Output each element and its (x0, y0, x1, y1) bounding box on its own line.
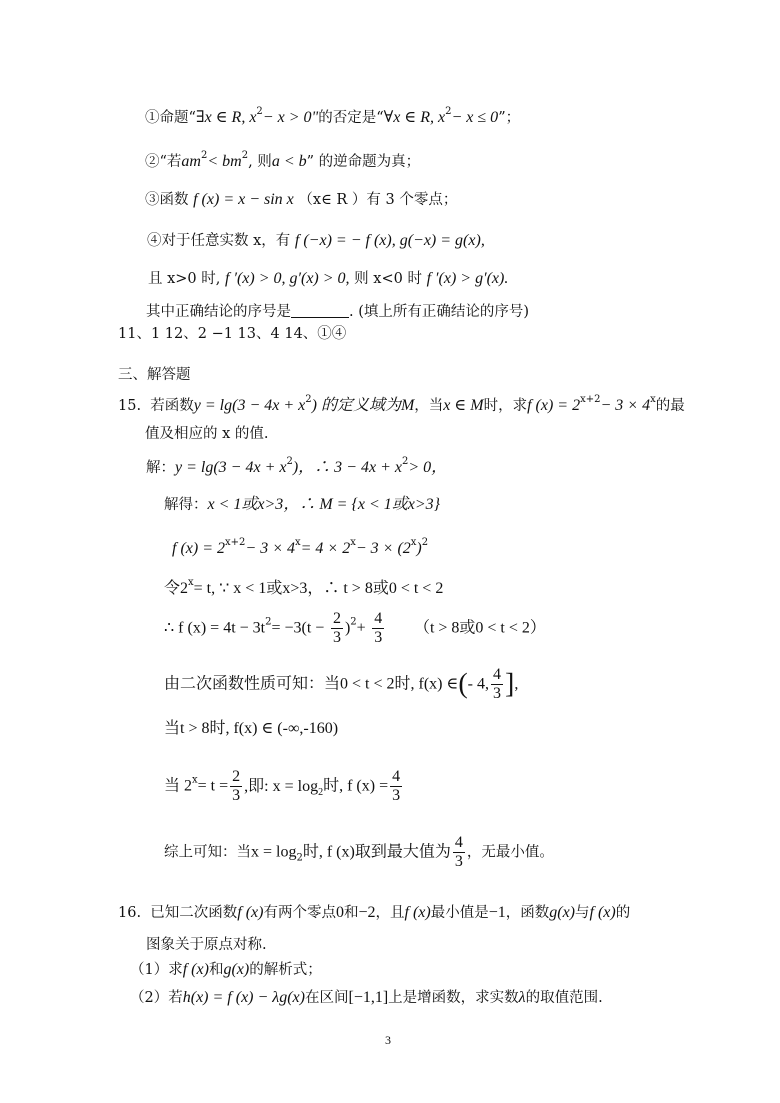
sol-2-c: ，∴ M = {x < 1或x>3} (283, 496, 441, 513)
sol-9-b: x = log (251, 843, 297, 861)
q16-p2b: h(x) = f (x) − λg(x) (182, 989, 305, 1006)
sol-2-a: 解得： (164, 497, 208, 513)
fraction-2-3 (331, 610, 343, 647)
frac-den: 3 (454, 853, 463, 870)
p2-ab: a < b (271, 153, 307, 170)
q16-with: 与 (575, 905, 590, 921)
p1-math-c: ∀x ∈ R, x (383, 109, 446, 126)
q15-stem-a: 若函数 (150, 398, 194, 414)
p4b-prefix: 且 x>0 时, (148, 271, 221, 287)
p2-end: ” 的逆命题为真； (306, 154, 421, 170)
sol-3-c: = 4 × 2 (300, 540, 351, 557)
q16-m1: −1 (488, 904, 506, 921)
sol-5-b: = −3(t − (271, 619, 325, 637)
q15-exp: x+2 (580, 394, 601, 405)
question-line (146, 303, 529, 320)
q16-c: ，且 (375, 905, 405, 921)
q15-sol-6: 由二次函数性质可知：当0 < t < 2时, f(x) ∈(- 4, $\frac{4}{3}$ ], (164, 666, 519, 702)
frac-num: 4 (392, 768, 401, 785)
q15-stem-c: ，当 (414, 398, 444, 414)
q15-sol-9 (164, 834, 554, 871)
q15-stem-f: f (x) = 2 (527, 397, 581, 414)
log-expr (244, 779, 323, 798)
q16-g: g(x) (549, 904, 576, 921)
q16-part1 (130, 962, 322, 978)
fraction-4-3c (390, 768, 402, 805)
p1-prefix: ①命题“ (145, 110, 196, 126)
sol-5-c: ) (344, 619, 351, 637)
q16-stem (118, 905, 630, 921)
sol-9-a: 综上可知：当 (164, 844, 251, 861)
section-heading: 三、解答题 (118, 367, 191, 383)
sol-3-d: − 3 × (2 (355, 540, 411, 557)
sol-1-c: > 0， (408, 459, 448, 476)
q15-sol-2 (164, 497, 440, 513)
log-base: 2 (318, 786, 324, 798)
frac-num: 4 (374, 610, 383, 627)
page-number: 3 (385, 1033, 391, 1047)
p4-math: f (−x) = − f (x), g(−x) = g(x), (294, 232, 485, 249)
p4-prefix: ④对于任意实数 x，有 (147, 233, 291, 249)
q16-d: 最小值是 (430, 905, 489, 921)
p1-mid: 的否定是“ (318, 110, 384, 126)
sol-3-a: f (x) = 2 (172, 540, 225, 557)
sol-8-c: ,即: x = log (244, 777, 319, 795)
sol-5-e: （t > 8或0 < t < 2） (413, 619, 546, 637)
sol-9-d: ，无最小值。 (466, 844, 554, 861)
q16-p2c: 在区间 (304, 990, 349, 1006)
sol-3-e: ) (416, 540, 422, 557)
q15-stem-y: y = lg(3 − 4x + x (193, 397, 306, 414)
q15-stem-d: 时，求 (483, 398, 528, 414)
sol-5-d: + (356, 619, 366, 637)
p2-then: , 则 (248, 154, 272, 170)
q15-stem-e: 的最 (655, 398, 685, 414)
q15-stem: 15. 若函数$y = \lg(3 - 4x + x^2)$ 的定义域为M，当x ∈ M时，求f $(x) = 2^{x+2}- 3 \times 4^x$的最 (118, 394, 685, 414)
proposition-4-cont (148, 271, 508, 287)
p2-math-2: < bm (207, 153, 242, 170)
p1-math-a: ∃x ∈ R, x (195, 109, 257, 126)
frac-den: 3 (374, 629, 383, 646)
q15-stem-b: ) 的定义域为 (311, 397, 401, 414)
frac-num: 4 (492, 666, 501, 683)
q16-p1b: f (x) (182, 961, 209, 978)
sol-8-d: 时, f (x) = (323, 777, 389, 795)
q16-a: 已知二次函数 (150, 905, 238, 921)
q16-end: 的 (615, 905, 631, 921)
sol-1-b: )，∴ 3 − 4x + x (292, 459, 402, 476)
fraction-4-3d (453, 834, 465, 871)
p1-math-d: − x ≤ 0 (451, 109, 499, 126)
q16-f2: f (x) (404, 904, 431, 921)
p4b-math: f ′(x) > 0, g′(x) > 0, (225, 270, 350, 287)
q15-sol-3: f $(x) = 2^{x+2}- 3 \times 4^x= 4 \times 2^x- 3 \times (2^x)^2$ (172, 537, 429, 557)
p3-prefix: ③函数 (145, 192, 189, 208)
q16-p2d: [−1,1] (348, 989, 389, 1006)
frac-den: 3 (232, 787, 241, 804)
q16-lambda: λ (518, 989, 526, 1006)
question-tail: . (填上所有正确结论的序号) (349, 304, 530, 320)
p2-math: am (181, 153, 201, 170)
q16-b: 有两个零点 (263, 905, 336, 921)
q15-stem-xM: x ∈ M (443, 397, 484, 414)
sol-8-a: 当 2 (164, 777, 193, 795)
q16-p2a: （2）若 (130, 990, 183, 1006)
answer-blank (291, 303, 349, 318)
sol-4-a: 令2 (164, 580, 189, 597)
sol-1-a: y = lg(3 − 4x + x (175, 459, 287, 476)
sol-5-a: ∴ f (x) = 4t − 3t (164, 619, 266, 637)
q16-p1d: g(x) (223, 961, 250, 978)
q16-part2 (130, 990, 603, 1006)
frac-num: 2 (332, 610, 341, 627)
q16-e: ，函数 (505, 905, 550, 921)
q16-p1e: 的解析式； (249, 962, 322, 978)
question-text: 其中正确结论的序号是 (146, 304, 291, 320)
q15-exp2: x (650, 394, 656, 405)
p3-math: f (x) = x − sin x (193, 191, 294, 208)
q16-p1a: （1）求 (130, 962, 183, 978)
sol-2-b: x < 1或x>3 (207, 496, 284, 513)
sol-8-b: = t = (197, 777, 229, 795)
frac-num: 2 (232, 768, 241, 785)
q15-sol-1: 解：$y = \lg(3 - 4x + x^2)$，∴ $3 - 4x + x^2> 0$， (146, 456, 448, 476)
sol-4-b: = t, ∵ x < 1或x>3，∴ t > 8或0 < t < 2 (193, 580, 444, 597)
proposition-3 (145, 192, 457, 208)
fraction-4-3b (491, 666, 503, 703)
p1-end: ”； (498, 110, 521, 126)
q16-m2: −2 (358, 904, 376, 921)
q15-sol-4: 令$2^x= t$, ∵ x < 1或x>3，∴ t > 8或0 < t < 2 (164, 577, 444, 597)
p2-prefix: ②“若 (145, 154, 182, 170)
log-base: 2 (296, 852, 303, 864)
p3-domain: （x∈ R ）有 3 个零点； (298, 192, 458, 208)
sol-9-c: 时, f (x)取到最大值为 (302, 843, 451, 861)
frac-den: 3 (492, 685, 501, 702)
q15-sol-5: ∴ f $(x) = 4t - 3t^2= -3(t$ − $\frac{2}{3}$ )$^2$+ $\frac{4}{3}$ （t > 8或0 < t < 2） (164, 610, 546, 646)
p4b-concl: f ′(x) > g′(x). (426, 270, 509, 287)
p1-math-b: − x > 0" (262, 109, 319, 126)
proposition-1: ①命题“∃x ∈ R, $x^2- x > 0$"的否定是“∀x ∈ R, $x^2- x \le 0$”； (145, 106, 521, 126)
q16-zero: 0 (335, 904, 344, 921)
q15-number: 15. (118, 398, 142, 414)
answers-line: 11、1 12、2 −1 13、4 14、①④ (118, 326, 347, 342)
q16-p1c: 和 (208, 962, 224, 978)
sol-6-b: - 4, (467, 675, 489, 693)
q15-sol-8: 当 $2^x= t$ = $\frac{2}{3}$ ,即: $x = \log_2$时, f (x) = $\frac{4}{3}$ (164, 768, 401, 804)
sol-6-a: 由二次函数性质可知：当0 < t < 2时, f(x) ∈ (164, 675, 459, 693)
q16-p2g: 的取值范围. (525, 990, 603, 1006)
frac-den: 3 (392, 787, 401, 804)
p4b-then: 则 x<0 时 (354, 271, 422, 287)
frac-num: 4 (454, 834, 463, 851)
q16-f: f (x) (237, 904, 264, 921)
proposition-2: ②“若$am^2< bm^2$, 则a < b” 的逆命题为真； (145, 150, 421, 170)
q15-stem-f2: − 3 × 4 (600, 397, 651, 414)
fraction-2-3b (230, 768, 242, 805)
fraction-4-3 (372, 610, 384, 647)
q15-sol-7 (164, 721, 338, 737)
q15-stem-M: M (400, 397, 415, 414)
proposition-4 (147, 233, 485, 249)
q16-line2: 图象关于原点对称. (146, 937, 267, 953)
frac-den: 3 (332, 629, 341, 646)
sol-7: 当t > 8时, f(x) ∈ (-∞,-160) (164, 720, 339, 737)
q16-f3: f (x) (589, 904, 616, 921)
q16-number: 16. (118, 905, 142, 921)
sol-3-b: − 3 × 4 (245, 540, 295, 557)
sol-label: 解： (146, 460, 175, 476)
q15-stem-line2: 值及相应的 x 的值. (145, 426, 269, 442)
q16-p2e: 上是增函数，求实数 (388, 990, 519, 1006)
q16-and: 和 (343, 905, 359, 921)
